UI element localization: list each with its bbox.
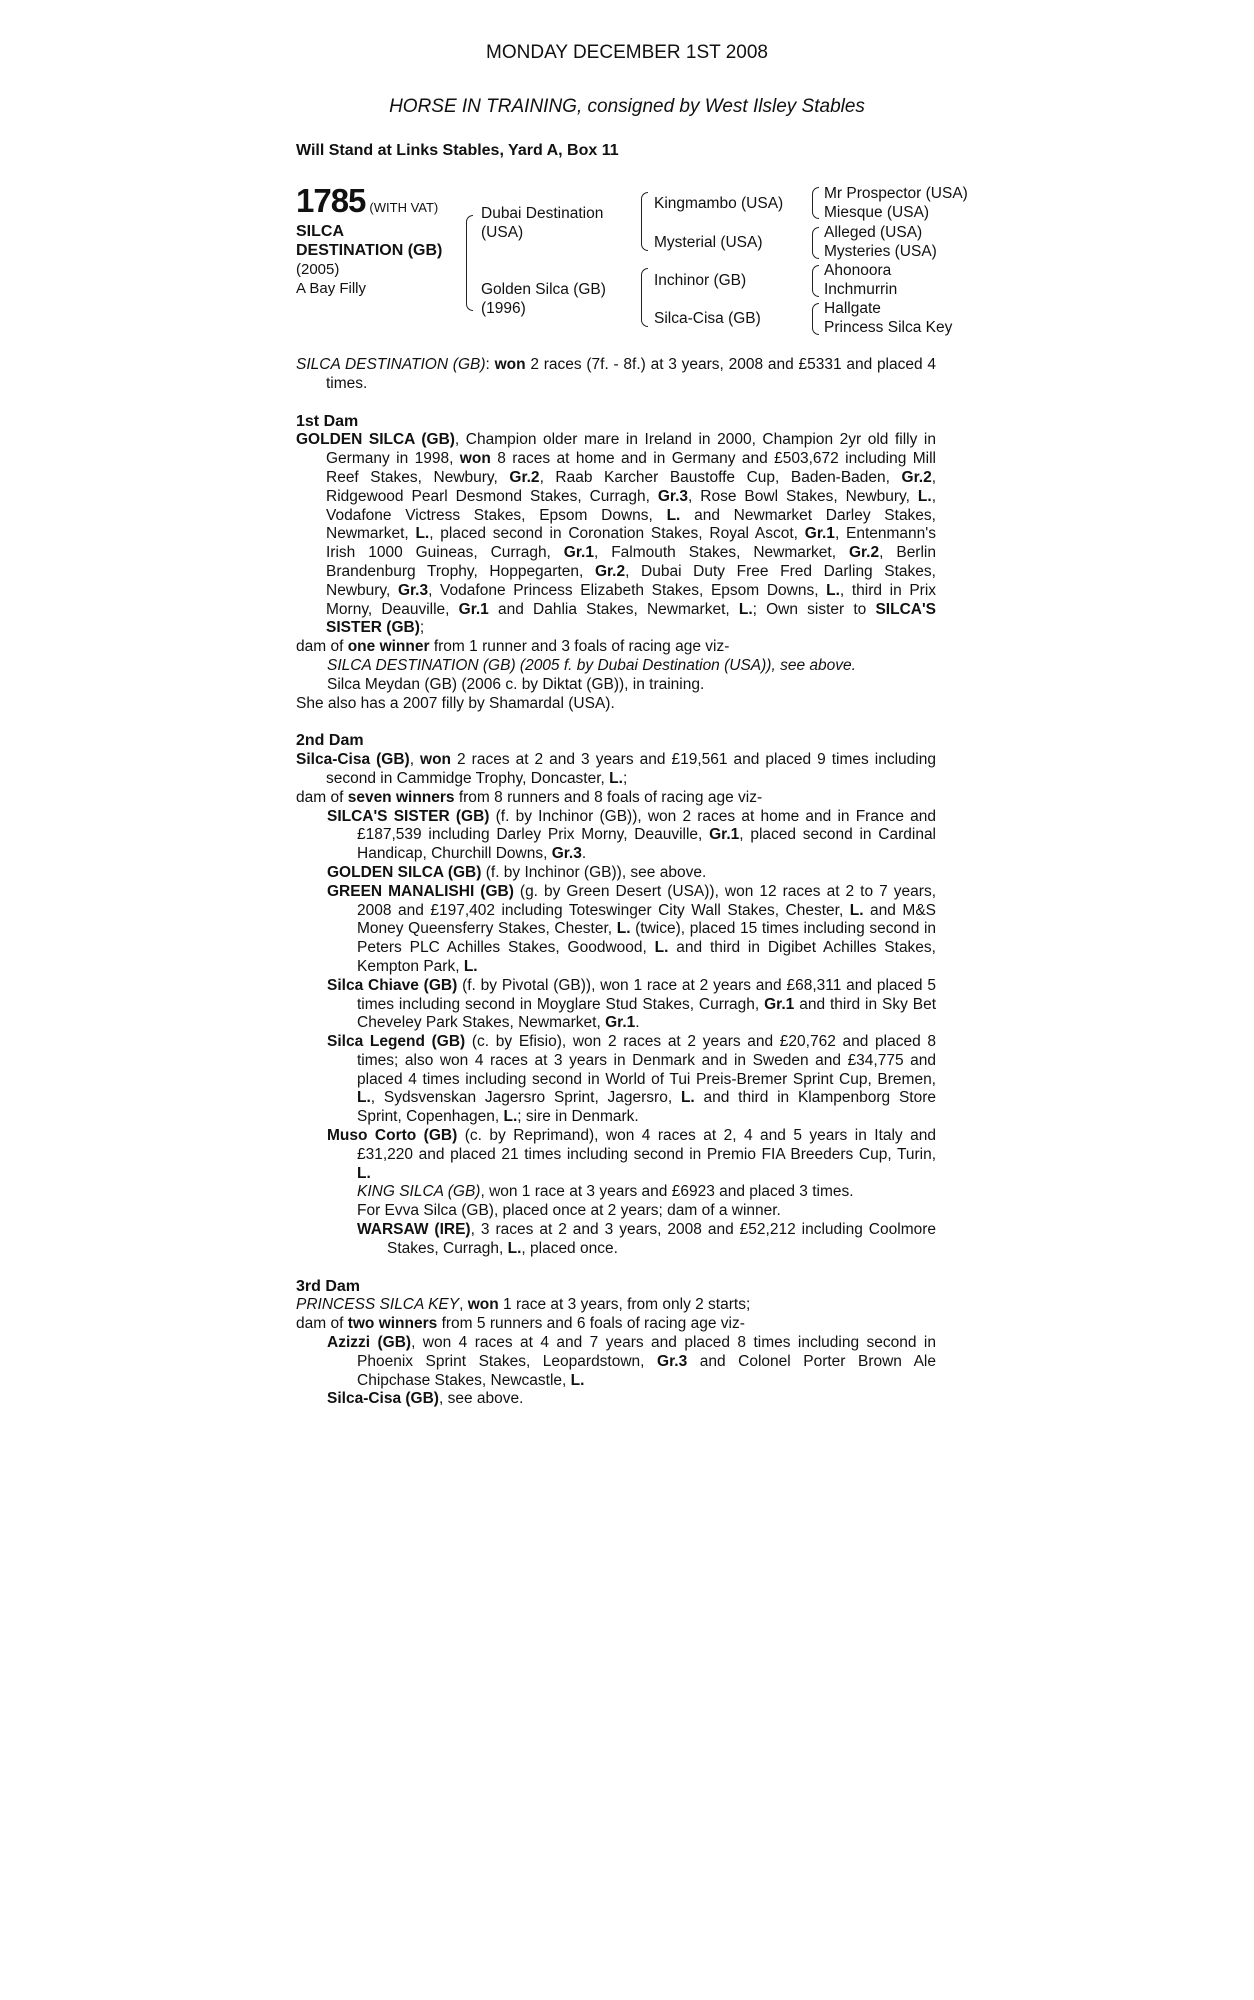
ggp-princess-silca-key: Princess Silca Key [824, 319, 953, 336]
ggp-miesque: Miesque (USA) [824, 204, 930, 221]
first-dam-also: She also has a 2007 filly by Shamardal (USA). [296, 694, 615, 712]
horse-name-line1: SILCA [296, 223, 344, 240]
pedigree-brace-g1 [812, 187, 819, 219]
horse-name [296, 222, 442, 260]
first-dam-foal-2: Silca Meydan (GB) (2006 c. by Diktat (GB)), in training. [327, 675, 705, 693]
catalogue-body [296, 356, 936, 1409]
sale-date: MONDAY DECEMBER 1ST 2008 [486, 42, 768, 63]
produce-evva-silca: For Evva Silca (GB), placed once at 2 years; dam of a winner. [357, 1202, 781, 1220]
first-dam-heading: 1st Dam [296, 412, 359, 430]
produce-azizzi: Azizzi (GB), won 4 races at 4 and 7 years and placed 8 times including second in Phoenix Sprint Stakes, Leopardstown, Gr.3 and Colonel Porter Brown Ale Chipchase Stakes, Newcastle, L. [327, 1334, 936, 1389]
first-dam-produce-summary: dam of one winner from 1 runner and 3 foals of racing age viz- [296, 638, 730, 656]
first-dam-record: GOLDEN SILCA (GB), Champion older mare in Ireland in 2000, Champion 2yr old filly in Germany in 1998, won 8 races at home and in Germany and £503,672 including Mill Reef Stakes, Newbury, Gr.2, Raab Karcher Baustoffe Cup, Baden-Baden, Gr.2, Ridgewood Pearl Desmond Stakes, Curragh, Gr.3, Rose Bowl Stakes, Newbury, L., Vodafone Victress Stakes, Epsom Downs, L. and Newmarket Darley Stakes, Newmarket, L., placed second in Coronation Stakes, Royal Ascot, Gr.1, Entenmann's Irish 1000 Guineas, Curragh, Gr.1, Falmouth Stakes, Newmarket, Gr.2, Berlin Brandenburg Trophy, Hoppegarten, Gr.2, Dubai Duty Free Fred Darling Stakes, Newbury, Gr.3, Vodafone Princess Elizabeth Stakes, Epsom Downs, L., third in Prix Morny, Deauville, Gr.1 and Dahlia Stakes, Newmarket, L.; Own sister to SILCA'S SISTER (GB); [296, 431, 937, 637]
third-dam-heading: 3rd Dam [296, 1277, 361, 1295]
sire-origin: (USA) [481, 224, 524, 241]
third-dam-record: PRINCESS SILCA KEY, won 1 race at 3 years, from only 2 starts; [296, 1296, 751, 1314]
second-dam-produce-summary: dam of seven winners from 8 runners and 8 foals of racing age viz- [296, 788, 763, 806]
great-grandparents-4 [824, 299, 952, 337]
lot-header [296, 182, 438, 220]
produce-golden-silca: GOLDEN SILCA (GB) (f. by Inchinor (GB)), see above. [327, 863, 707, 881]
ggp-inchmurrin: Inchmurrin [824, 281, 898, 298]
vat-note: (WITH VAT) [369, 200, 439, 215]
stabling-location: Will Stand at Links Stables, Yard A, Box 11 [296, 142, 619, 159]
sire-dam: Mysterial (USA) [654, 234, 763, 251]
consignor-line: HORSE IN TRAINING, consigned by West Ilsley Stables [389, 96, 865, 117]
produce-silca-chiave: Silca Chiave (GB) (f. by Pivotal (GB)), won 1 race at 2 years and £68,311 and placed 5 times including second in Moyglare Stud Stakes, Curragh, Gr.1 and third in Sky Bet Cheveley Park Stakes, Newmarket, Gr.1. [327, 976, 936, 1032]
horse-info [296, 260, 366, 298]
horse-name-line2: DESTINATION (GB) [296, 242, 443, 259]
sire-name: Dubai Destination [481, 205, 604, 222]
ggp-ahonoora: Ahonoora [824, 262, 892, 279]
ggp-mysteries: Mysteries (USA) [824, 243, 937, 260]
produce-muso-corto: Muso Corto (GB) (c. by Reprimand), won 4 races at 2, 4 and 5 years in Italy and £31,220 and placed 21 times including second in Premio FIA Breeders Cup, Turin, L. [327, 1127, 936, 1182]
pedigree-sire [481, 204, 603, 242]
great-grandparents-2 [824, 223, 937, 261]
produce-silca-cisa: Silca-Cisa (GB), see above. [327, 1390, 524, 1408]
produce-silca-legend: Silca Legend (GB) (c. by Efisio), won 2 races at 2 years and £20,762 and placed 8 times; also won 4 races at 3 years in Denmark and in Sweden and £34,775 and placed 4 times including second in World of Tui Preis-Bremer Sprint Cup, Bremen, L., Sydsvenskan Jagersro Sprint, Jagersro, L. and third in Klampenborg Store Sprint, Copenhagen, L.; sire in Denmark. [327, 1033, 936, 1126]
dam-name: Golden Silca (GB) [481, 281, 606, 298]
great-grandparents-1 [824, 184, 968, 222]
dam-dam: Silca-Cisa (GB) [654, 310, 761, 327]
second-dam-heading: 2nd Dam [296, 732, 364, 750]
pedigree-brace-g2 [812, 227, 819, 259]
third-dam-produce-summary: dam of two winners from 5 runners and 6 foals of racing age viz- [296, 1315, 745, 1333]
produce-warsaw: WARSAW (IRE), 3 races at 2 and 3 years, 2008 and £52,212 including Coolmore Stakes, Curragh, L., placed once. [357, 1221, 937, 1257]
sire-sire: Kingmambo (USA) [654, 195, 784, 212]
race-record: SILCA DESTINATION (GB): won 2 races (7f. - 8f.) at 3 years, 2008 and £5331 and placed 4 times. [296, 356, 936, 392]
pedigree-dam [481, 280, 606, 318]
foaling-year: (2005) [296, 261, 340, 278]
great-grandparents-3 [824, 261, 897, 299]
produce-silcas-sister: SILCA'S SISTER (GB) (f. by Inchinor (GB)), won 2 races at home and in France and £187,539 including Darley Prix Morny, Deauville, Gr.1, placed second in Cardinal Handicap, Churchill Downs, Gr.3. [327, 807, 937, 863]
dam-sire: Inchinor (GB) [654, 272, 747, 289]
produce-king-silca: KING SILCA (GB), won 1 race at 3 years and £6923 and placed 3 times. [357, 1183, 854, 1201]
pedigree-brace-g3 [812, 265, 819, 297]
dam-year: (1996) [481, 300, 526, 317]
lot-number: 1785 [296, 182, 366, 219]
pedigree-brace-g4 [812, 303, 819, 335]
pedigree-brace-dam [641, 268, 648, 327]
ggp-mr-prospector: Mr Prospector (USA) [824, 185, 968, 202]
pedigree-brace-main [466, 215, 473, 311]
first-dam-foal-1: SILCA DESTINATION (GB) (2005 f. by Dubai Destination (USA)), see above. [327, 656, 856, 674]
horse-description: A Bay Filly [296, 280, 367, 297]
produce-green-manalishi: GREEN MANALISHI (GB) (g. by Green Desert (USA)), won 12 races at 2 to 7 years, 2008 and £197,402 including Toteswinger City Wall Stakes, Chester, L. and M&S Money Queensferry Stakes, Chester, L. (twice), placed 15 times including second in Peters PLC Achilles Stakes, Goodwood, L. and third in Digibet Achilles Stakes, Kempton Park, L. [327, 882, 937, 975]
ggp-hallgate: Hallgate [824, 300, 881, 317]
pedigree-brace-sire [641, 192, 648, 251]
second-dam-record: Silca-Cisa (GB), won 2 races at 2 and 3 years and £19,561 and placed 9 times including second in Cammidge Trophy, Doncaster, L.; [296, 751, 936, 787]
ggp-alleged: Alleged (USA) [824, 224, 923, 241]
